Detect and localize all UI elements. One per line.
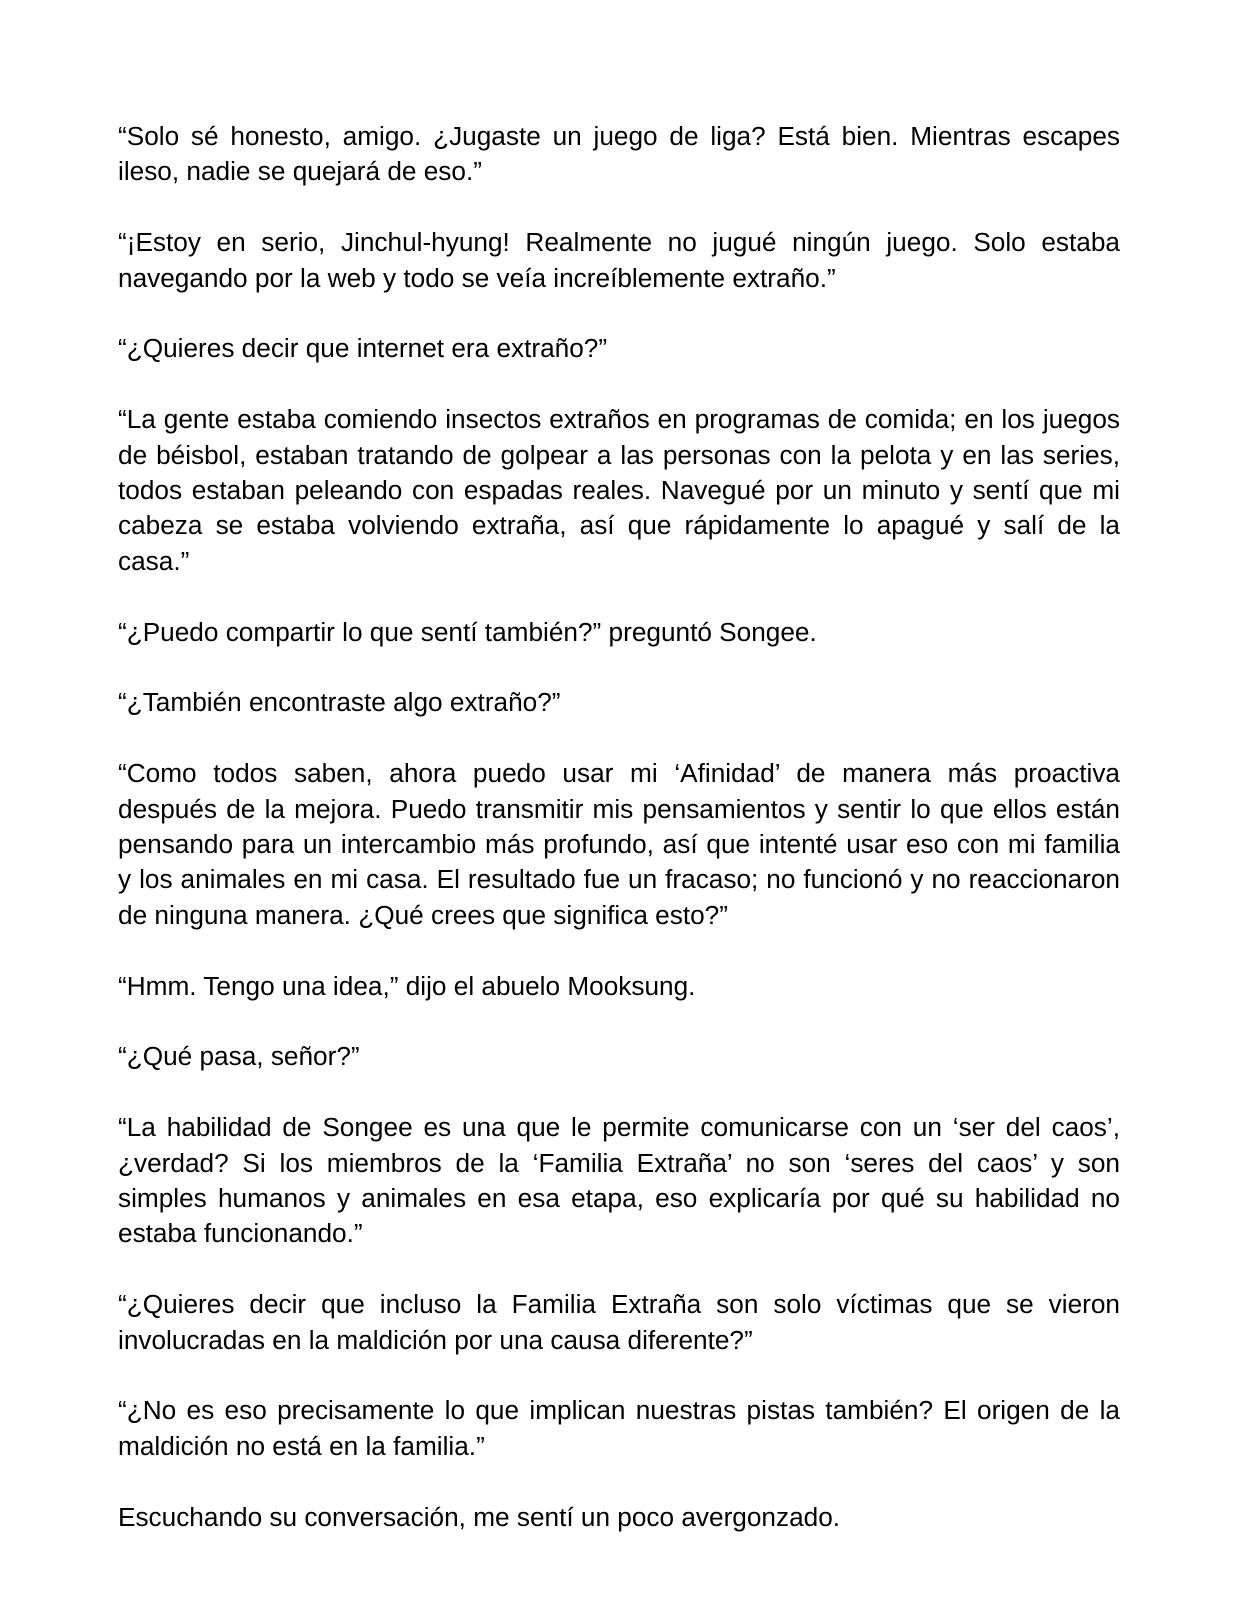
paragraph: “La habilidad de Songee es una que le permite comunicarse con un ‘ser del caos’, ¿verdad? Si los miembros de la ‘Familia Extraña’ no son ‘seres del caos’ y son simples humanos y animales en esa etapa, eso explicaría por qué su habilidad no estaba funcionando.” — [118, 1112, 1120, 1249]
paragraph: Escuchando su conversación, me sentí un poco avergonzado. — [118, 1501, 841, 1532]
paragraph: “¿Quieres decir que incluso la Familia Extraña son solo víctimas que se vieron involucradas en la maldición por una causa diferente?” — [118, 1289, 1120, 1355]
paragraph: “¿También encontraste algo extraño?” — [118, 687, 561, 718]
paragraph: “Como todos saben, ahora puedo usar mi ‘Afinidad’ de manera más proactiva después de la mejora. Puedo transmitir mis pensamientos y sentir lo que ellos están pensando para un intercambio más profundo, así que intenté usar eso con mi familia y los animales en mi casa. El resultado fue un fracaso; no funcionó y no reaccionaron de ninguna manera. ¿Qué crees que significa esto?” — [118, 758, 1120, 930]
paragraph: “¿Puedo compartir lo que sentí también?” preguntó Songee. — [118, 616, 817, 647]
paragraph: “La gente estaba comiendo insectos extraños en programas de comida; en los juegos de béisbol, estaban tratando de golpear a las personas con la pelota y en las series, todos estaban peleando con espadas reales. Navegué por un minuto y sentí que mi cabeza se estaba volviendo extraña, así que rápidamente lo apagué y salí de la casa.” — [118, 404, 1120, 576]
paragraph: “¡Estoy en serio, Jinchul-hyung! Realmente no jugué ningún juego. Solo estaba navegando por la web y todo se veía increíblemente extraño.” — [118, 227, 1120, 293]
paragraph: “Solo sé honesto, amigo. ¿Jugaste un juego de liga? Está bien. Mientras escapes ileso, nadie se quejará de eso.” — [118, 121, 1120, 187]
paragraph: “¿Qué pasa, señor?” — [118, 1041, 360, 1072]
document-page — [118, 119, 1120, 1535]
paragraph: “¿Quieres decir que internet era extraño?” — [118, 333, 608, 364]
paragraph: “¿No es eso precisamente lo que implican nuestras pistas también? El origen de la maldición no está en la familia.” — [118, 1395, 1120, 1461]
paragraph: “Hmm. Tengo una idea,” dijo el abuelo Mooksung. — [118, 970, 696, 1001]
